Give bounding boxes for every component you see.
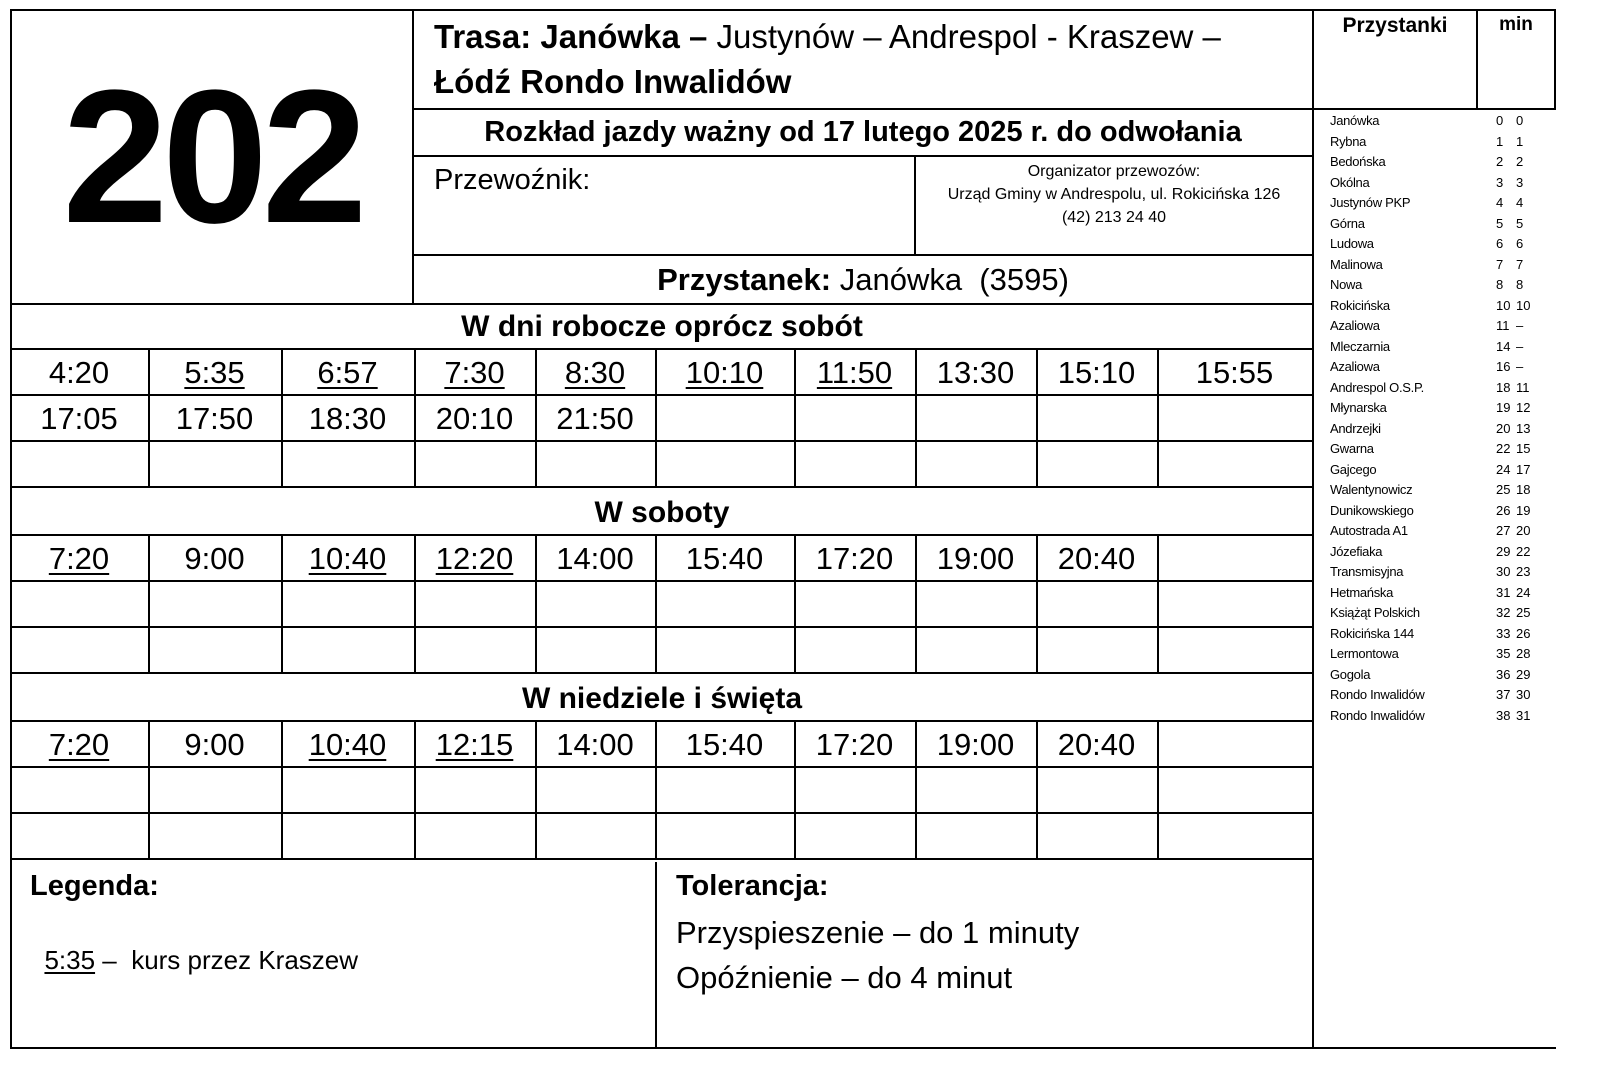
empty-cell: [655, 768, 794, 814]
column-divider: [535, 350, 537, 488]
empty-cell: [148, 442, 281, 488]
empty-cell: [655, 396, 794, 442]
validity-bottom: [412, 155, 1314, 157]
departure-time: 10:40: [308, 541, 387, 576]
legend-text: – kurs przez Kraszew: [95, 945, 359, 975]
travel-min-direct: –: [1516, 338, 1524, 354]
travel-min-via-kraszew: 19: [1496, 400, 1511, 415]
travel-min-via-kraszew: 18: [1496, 379, 1511, 395]
travel-min-via-kraszew: 5: [1496, 215, 1504, 231]
empty-cell: [915, 582, 1036, 628]
column-divider: [794, 536, 796, 674]
travel-min-direct: 18: [1516, 482, 1531, 497]
stop-name: Młynarska: [1330, 400, 1387, 415]
stop-name: Janówka (3595): [839, 262, 1069, 297]
departure-time: 13:30: [936, 355, 1015, 390]
departure-time: 12:15: [435, 727, 514, 762]
travel-min-via-kraszew: 3: [1496, 174, 1504, 190]
empty-cell: [10, 628, 148, 674]
header-divider: [412, 9, 414, 305]
column-divider: [655, 536, 657, 674]
empty-cell: [535, 768, 655, 814]
empty-cell: [1157, 628, 1312, 674]
travel-min-via-kraszew: 7: [1496, 256, 1504, 272]
column-divider: [1036, 536, 1038, 674]
travel-min-direct: 24: [1516, 584, 1531, 600]
travel-min-direct: 10: [1516, 297, 1531, 313]
organizer-address: Urząd Gminy w Andrespolu, ul. Rokicińska 126: [947, 186, 1281, 203]
empty-cell: [1157, 442, 1312, 488]
travel-min-direct: 25: [1516, 605, 1531, 620]
travel-min-via-kraszew: 31: [1496, 584, 1511, 600]
empty-cell: [1036, 768, 1157, 814]
stop-name: Transmisyjna: [1330, 564, 1404, 579]
legend-time: 5:35: [44, 945, 96, 975]
travel-min-direct: 15: [1516, 441, 1531, 456]
travel-min-direct: 5: [1516, 215, 1524, 231]
departure-time: 17:05: [40, 401, 118, 436]
empty-cell: [655, 582, 794, 628]
legend-title: Legenda:: [30, 870, 159, 902]
departure-time: 19:00: [936, 727, 1015, 762]
departure-time: 10:10: [685, 355, 764, 390]
travel-min-via-kraszew: 20: [1496, 420, 1511, 436]
stop-name: Rybna: [1330, 133, 1367, 149]
departure-time: 7:20: [48, 541, 110, 576]
column-divider: [794, 722, 796, 860]
travel-min-via-kraszew: 25: [1496, 482, 1511, 497]
empty-cell: [655, 628, 794, 674]
empty-cell: [1036, 396, 1157, 442]
travel-min-direct: 4: [1516, 195, 1524, 210]
column-divider: [794, 350, 796, 488]
departure-time: 20:40: [1057, 727, 1136, 762]
travel-min-via-kraszew: 24: [1496, 461, 1511, 477]
travel-min-via-kraszew: 30: [1496, 564, 1511, 579]
travel-min-direct: 8: [1516, 277, 1524, 292]
column-divider: [281, 722, 283, 860]
organizer-box: [916, 160, 1312, 254]
stops-header: Przystanki: [1342, 14, 1448, 37]
departure-time: 12:20: [435, 541, 514, 576]
stop-name: Nowa: [1330, 277, 1363, 292]
panel-min-divider: [1476, 9, 1478, 109]
travel-min-direct: 23: [1516, 564, 1531, 579]
travel-min-direct: 19: [1516, 502, 1531, 518]
travel-min-via-kraszew: 16: [1496, 359, 1511, 374]
departure-time: 21:50: [556, 401, 634, 436]
legend-divider: [655, 862, 657, 1049]
empty-cell: [915, 814, 1036, 860]
min-header: min: [1499, 14, 1533, 35]
empty-cell: [281, 814, 414, 860]
section-title: W niedziele i święta: [521, 682, 803, 715]
empty-cell: [414, 582, 535, 628]
travel-min-via-kraszew: 27: [1496, 523, 1511, 538]
travel-min-direct: 22: [1516, 543, 1531, 559]
stop-name: Azaliowa: [1330, 359, 1380, 374]
column-divider: [414, 722, 416, 860]
column-divider: [281, 536, 283, 674]
column-divider: [1157, 350, 1159, 488]
empty-cell: [414, 442, 535, 488]
travel-min-via-kraszew: 36: [1496, 666, 1511, 682]
stop-name: Górna: [1330, 215, 1365, 231]
stop-name: Malinowa: [1330, 256, 1383, 272]
column-divider: [535, 536, 537, 674]
organizer-title: Organizator przewozów:: [1027, 163, 1201, 180]
column-divider: [414, 350, 416, 488]
stop-name: Rondo Inwalidów: [1330, 707, 1425, 723]
departure-time: 20:10: [435, 401, 514, 436]
departure-time: 4:20: [48, 355, 110, 390]
stop-name: Józefiaka: [1330, 543, 1383, 559]
stop-name: Książąt Polskich: [1330, 605, 1420, 620]
empty-cell: [915, 442, 1036, 488]
empty-cell: [655, 814, 794, 860]
departure-time: 17:50: [175, 401, 254, 436]
frame-bottom: [10, 1047, 1556, 1049]
empty-cell: [10, 582, 148, 628]
column-divider: [1036, 722, 1038, 860]
stop-name: Gwarna: [1330, 441, 1374, 456]
empty-cell: [794, 396, 915, 442]
column-divider: [148, 722, 150, 860]
empty-cell: [915, 396, 1036, 442]
stop-name: Andrespol O.S.P.: [1330, 379, 1424, 395]
travel-min-direct: 11: [1516, 379, 1530, 395]
travel-min-direct: 2: [1516, 154, 1524, 169]
empty-cell: [1157, 396, 1312, 442]
empty-cell: [1157, 722, 1312, 768]
row-bottom: [10, 486, 1314, 488]
tolerance-line-1: Przyspieszenie – do 1 minuty: [676, 915, 1080, 950]
travel-min-direct: 6: [1516, 236, 1524, 251]
column-divider: [915, 536, 917, 674]
stop-name: Dunikowskiego: [1330, 502, 1414, 518]
stop-name: Andrzejki: [1330, 420, 1381, 436]
section-title: W soboty: [594, 496, 730, 529]
travel-min-via-kraszew: 26: [1496, 502, 1511, 518]
validity-text: Rozkład jazdy ważny od 17 lutego 2025 r. do odwołania: [484, 116, 1242, 148]
travel-min-via-kraszew: 33: [1496, 625, 1511, 641]
route-middle: Justynów – Andrespol - Kraszew –: [707, 18, 1221, 55]
empty-cell: [10, 768, 148, 814]
stop-name: Rokicińska 144: [1330, 625, 1414, 641]
column-divider: [655, 722, 657, 860]
empty-cell: [535, 814, 655, 860]
empty-cell: [1036, 628, 1157, 674]
stop-name: Walentynowicz: [1330, 482, 1413, 497]
travel-min-via-kraszew: 6: [1496, 236, 1504, 251]
stop-title: [414, 256, 1312, 304]
organizer-phone: (42) 213 24 40: [1061, 209, 1167, 226]
column-divider: [915, 722, 917, 860]
travel-min-via-kraszew: 0: [1496, 113, 1504, 128]
stop-name: Ludowa: [1330, 236, 1374, 251]
empty-cell: [281, 442, 414, 488]
travel-min-via-kraszew: 22: [1496, 441, 1511, 456]
column-divider: [281, 350, 283, 488]
column-divider: [148, 536, 150, 674]
empty-cell: [655, 442, 794, 488]
empty-cell: [148, 768, 281, 814]
empty-cell: [794, 442, 915, 488]
travel-min-direct: 29: [1516, 666, 1531, 682]
column-divider: [148, 350, 150, 488]
stop-name: Mleczarnia: [1330, 338, 1390, 354]
stop-name: Lermontowa: [1330, 646, 1399, 661]
row-bottom: [10, 858, 1314, 860]
row-bottom: [10, 672, 1314, 674]
column-divider: [915, 350, 917, 488]
column-divider: [1157, 722, 1159, 860]
travel-min-direct: 0: [1516, 113, 1524, 128]
travel-min-via-kraszew: 8: [1496, 277, 1504, 292]
stop-name: Rondo Inwalidów: [1330, 687, 1425, 702]
travel-min-direct: 3: [1516, 174, 1524, 190]
travel-min-via-kraszew: 32: [1496, 605, 1511, 620]
column-divider: [414, 536, 416, 674]
travel-min-direct: 30: [1516, 687, 1531, 702]
departure-time: 7:30: [444, 355, 505, 390]
stop-name: Justynów PKP: [1330, 195, 1411, 210]
travel-min-via-kraszew: 14: [1496, 338, 1511, 354]
travel-min-direct: –: [1516, 359, 1524, 374]
departure-time: 7:20: [48, 727, 110, 762]
departure-time: 19:00: [936, 541, 1015, 576]
empty-cell: [148, 628, 281, 674]
legend-entry: [30, 914, 358, 976]
route-end: Łódź Rondo Inwalidów: [434, 63, 792, 100]
empty-cell: [915, 768, 1036, 814]
empty-cell: [915, 628, 1036, 674]
travel-min-via-kraszew: 4: [1496, 195, 1504, 210]
route-title: [434, 14, 1304, 104]
travel-min-direct: 26: [1516, 625, 1531, 641]
departure-time: 5:35: [184, 355, 245, 390]
departure-time: 6:57: [317, 355, 378, 390]
stop-name: Janówka: [1330, 113, 1380, 128]
empty-cell: [1036, 442, 1157, 488]
stop-name: Rokicińska: [1330, 297, 1390, 313]
stop-name: Gajcego: [1330, 461, 1377, 477]
column-divider: [535, 722, 537, 860]
travel-min-direct: 17: [1516, 461, 1531, 477]
carrier-label: Przewoźnik:: [434, 164, 591, 196]
column-divider: [1157, 536, 1159, 674]
travel-min-via-kraszew: 38: [1496, 707, 1511, 723]
departure-time: 15:55: [1195, 355, 1274, 390]
line-number: 202: [62, 51, 362, 263]
stop-name: Okólna: [1330, 174, 1370, 190]
column-divider: [655, 350, 657, 488]
empty-cell: [1036, 814, 1157, 860]
frame-right: [1554, 9, 1556, 109]
empty-cell: [281, 768, 414, 814]
stop-name: Autostrada A1: [1330, 523, 1408, 538]
departure-time: 14:00: [556, 727, 634, 762]
empty-cell: [535, 628, 655, 674]
empty-cell: [794, 628, 915, 674]
carrier-bottom: [412, 254, 1314, 256]
departure-time: 15:40: [685, 727, 764, 762]
departure-time: 11:50: [816, 355, 893, 390]
empty-cell: [1157, 768, 1312, 814]
travel-min-direct: –: [1516, 318, 1524, 333]
empty-cell: [10, 814, 148, 860]
travel-min-via-kraszew: 1: [1496, 133, 1504, 149]
empty-cell: [794, 768, 915, 814]
stop-name: Gogola: [1330, 666, 1371, 682]
departure-time: 17:20: [815, 727, 894, 762]
empty-cell: [10, 442, 148, 488]
departure-time: 15:40: [685, 541, 764, 576]
empty-cell: [535, 582, 655, 628]
departure-time: 17:20: [815, 541, 894, 576]
stop-name: Azaliowa: [1330, 318, 1380, 333]
departure-time: 15:10: [1057, 355, 1136, 390]
empty-cell: [281, 582, 414, 628]
empty-cell: [1157, 536, 1312, 582]
stops-list: [1330, 110, 1560, 750]
stop-name: Bedońska: [1330, 154, 1386, 169]
empty-cell: [414, 768, 535, 814]
travel-min-via-kraszew: 29: [1496, 543, 1511, 559]
empty-cell: [414, 814, 535, 860]
empty-cell: [794, 814, 915, 860]
stop-name: Hetmańska: [1330, 584, 1394, 600]
carrier-divider: [914, 155, 916, 255]
stop-label: Przystanek:: [657, 262, 832, 297]
travel-min-via-kraszew: 2: [1496, 154, 1504, 169]
column-divider: [1036, 350, 1038, 488]
travel-min-direct: 12: [1516, 400, 1531, 415]
travel-min-via-kraszew: 11: [1496, 318, 1510, 333]
empty-cell: [148, 582, 281, 628]
empty-cell: [414, 628, 535, 674]
travel-min-direct: 13: [1516, 420, 1531, 436]
departure-time: 18:30: [308, 401, 387, 436]
empty-cell: [535, 442, 655, 488]
panel-left: [1312, 9, 1314, 1049]
departure-time: 10:40: [308, 727, 387, 762]
frame-top: [10, 9, 1556, 11]
empty-cell: [1157, 582, 1312, 628]
empty-cell: [281, 628, 414, 674]
departure-time: 9:00: [184, 541, 245, 576]
frame-left: [10, 9, 12, 1049]
departure-time: 20:40: [1057, 541, 1136, 576]
tolerance-title: Tolerancja:: [676, 870, 829, 902]
travel-min-direct: 1: [1516, 133, 1524, 149]
empty-cell: [1157, 814, 1312, 860]
departure-time: 8:30: [564, 355, 626, 390]
route-start: Trasa: Janówka –: [434, 18, 708, 55]
departure-time: 14:00: [556, 541, 634, 576]
travel-min-via-kraszew: 10: [1496, 297, 1511, 313]
travel-min-direct: 31: [1516, 707, 1531, 723]
departure-time: 9:00: [184, 727, 245, 762]
travel-min-direct: 7: [1516, 256, 1524, 272]
tolerance-line-2: Opóźnienie – do 4 minut: [676, 960, 1013, 995]
section-title: W dni robocze oprócz sobót: [461, 310, 863, 343]
travel-min-direct: 20: [1516, 523, 1531, 538]
empty-cell: [794, 582, 915, 628]
route-bottom: [412, 108, 1556, 110]
travel-min-via-kraszew: 37: [1496, 687, 1511, 702]
header-bottom: [10, 303, 1314, 305]
empty-cell: [1036, 582, 1157, 628]
travel-min-via-kraszew: 35: [1496, 646, 1511, 661]
empty-cell: [148, 814, 281, 860]
travel-min-direct: 28: [1516, 646, 1531, 661]
